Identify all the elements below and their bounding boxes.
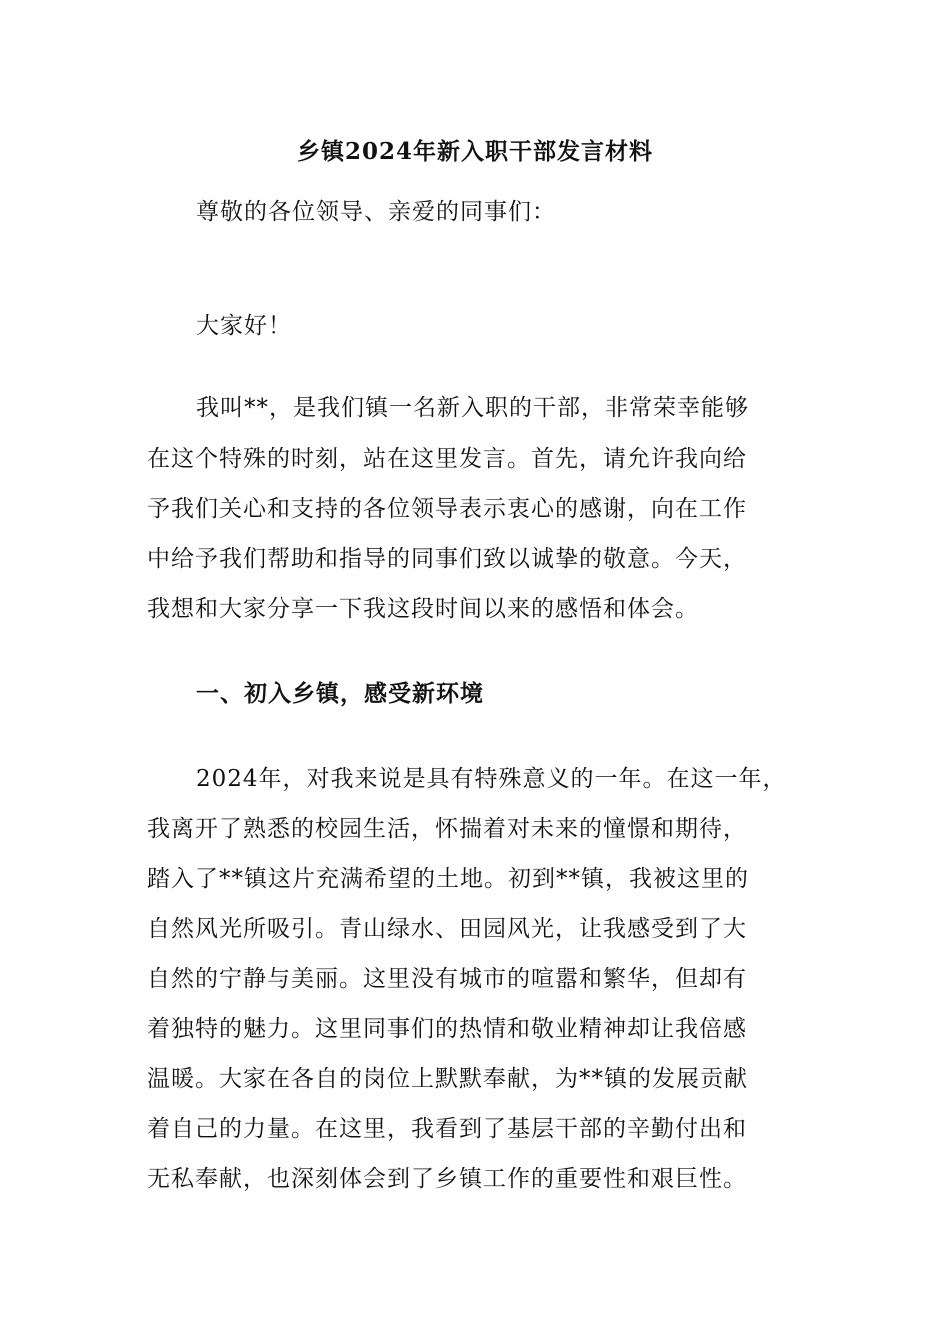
intro-line: 我叫**，是我们镇一名新入职的干部，非常荣幸能够	[196, 395, 749, 421]
section-line: 2024年，对我来说是具有特殊意义的一年。在这一年，	[196, 766, 787, 792]
section-heading: 一、初入乡镇，感受新环境	[196, 680, 484, 707]
section-line: 无私奉献，也深刻体会到了乡镇工作的重要性和艰巨性。	[147, 1166, 747, 1192]
section-line: 着自己的力量。在这里，我看到了基层干部的辛勤付出和	[147, 1116, 747, 1142]
section-line: 自然的宁静与美丽。这里没有城市的喧嚣和繁华，但却有	[147, 966, 747, 992]
section-line: 着独特的魅力。这里同事们的热情和敬业精神却让我倍感	[147, 1016, 747, 1042]
section-line: 自然风光所吸引。青山绿水、田园风光，让我感受到了大	[147, 916, 747, 942]
intro-line: 我想和大家分享一下我这段时间以来的感悟和体会。	[147, 596, 699, 622]
section-line: 我离开了熟悉的校园生活，怀揣着对未来的憧憬和期待，	[147, 816, 747, 842]
salutation: 尊敬的各位领导、亲爱的同事们：	[196, 199, 556, 225]
section-line: 温暖。大家在各自的岗位上默默奉献，为**镇的发展贡献	[147, 1066, 748, 1092]
greeting: 大家好！	[196, 313, 292, 339]
document-title: 乡镇2024年新入职干部发言材料	[296, 138, 653, 165]
intro-line: 在这个特殊的时刻，站在这里发言。首先，请允许我向给	[147, 446, 747, 472]
intro-line: 予我们关心和支持的各位领导表示衷心的感谢，向在工作	[147, 496, 747, 522]
intro-line: 中给予我们帮助和指导的同事们致以诚挚的敬意。今天，	[147, 546, 747, 572]
section-line: 踏入了**镇这片充满希望的土地。初到**镇，我被这里的	[147, 866, 749, 892]
